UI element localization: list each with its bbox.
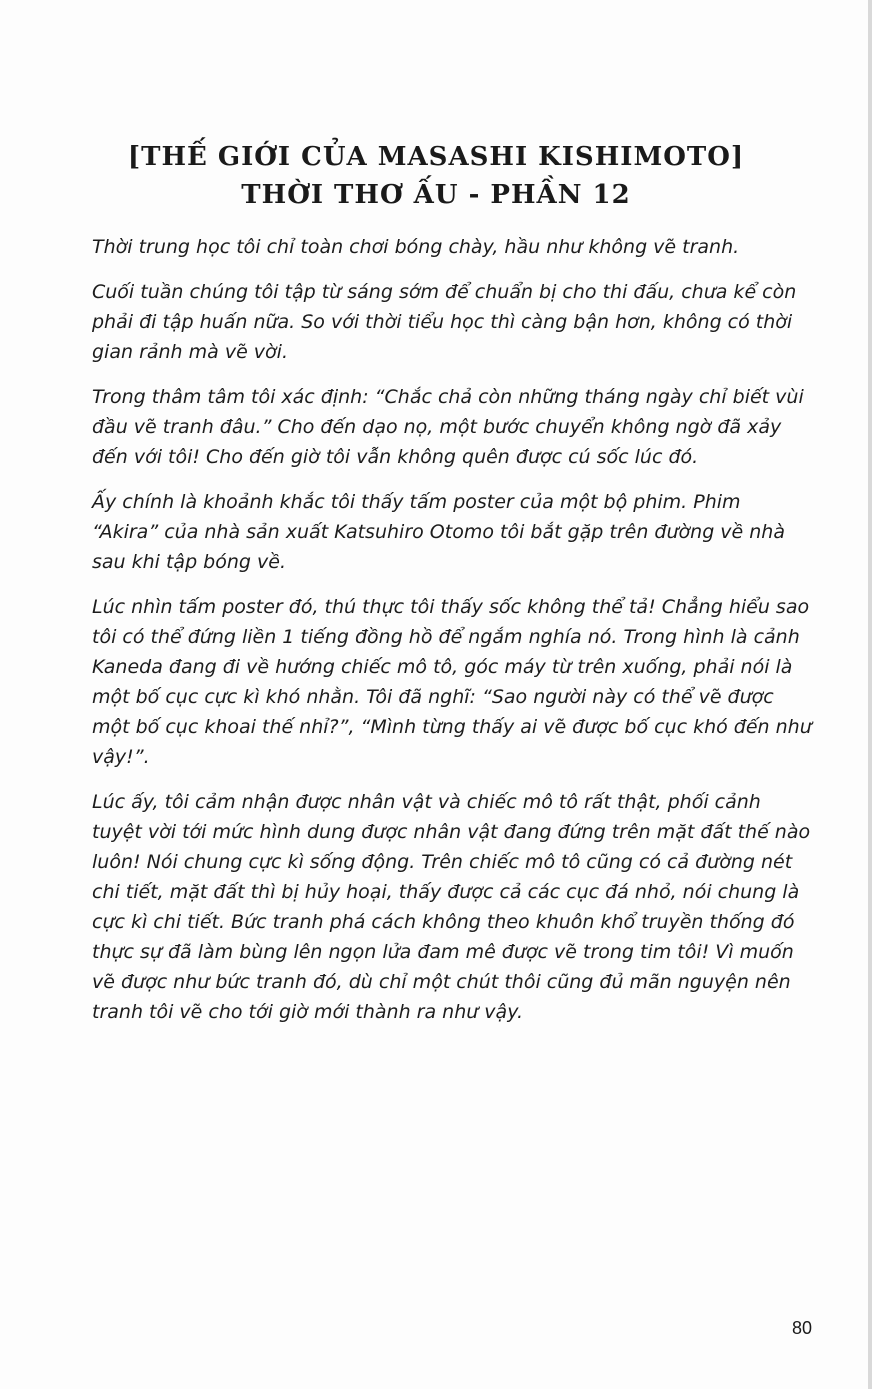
page-edge <box>868 0 872 1389</box>
paragraph-4: Ấy chính là khoảnh khắc tôi thấy tấm poster của một bộ phim. Phim “Akira” của nhà sản xuất Katsuhiro Otomo tôi bắt gặp trên đường về nhà sau khi tập bóng về. <box>92 491 785 573</box>
paragraph-3: Trong thâm tâm tôi xác định: “Chắc chả còn những tháng ngày chỉ biết vùi đầu vẽ tranh đâu.” Cho đến dạo nọ, một bước chuyển không ngờ đã xảy đến với tôi! Cho đến giờ tôi vẫn không quên được cú sốc lúc đó. <box>92 386 804 468</box>
paragraph-2: Cuối tuần chúng tôi tập từ sáng sớm để chuẩn bị cho thi đấu, chưa kể còn phải đi tập huấn nữa. So với thời tiểu học thì càng bận hơn, không có thời gian rảnh mà vẽ vời. <box>92 281 797 363</box>
article-body <box>92 232 812 1042</box>
paragraph-5: Lúc nhìn tấm poster đó, thú thực tôi thấy sốc không thể tả! Chẳng hiểu sao tôi có thể đứng liền 1 tiếng đồng hồ để ngắm nghía nó. Trong hình là cảnh Kaneda đang đi về hướng chiếc mô tô, góc máy từ trên xuống, phải nói là một bố cục cực kì khó nhằn. Tôi đã nghĩ: “Sao người này có thể vẽ được một bố cục khoai thế nhỉ?”, “Mình từng thấy ai vẽ được bố cục khó đến như vậy!”. <box>92 596 812 768</box>
page-title <box>60 138 812 214</box>
title-line-2: THỜI THƠ ẤU - PHẦN 12 <box>241 180 631 210</box>
title-line-1: [THẾ GIỚI CỦA MASASHI KISHIMOTO] <box>127 142 745 172</box>
paragraph-1: Thời trung học tôi chỉ toàn chơi bóng chày, hầu như không vẽ tranh. <box>92 236 740 258</box>
page-number: 80 <box>791 1318 812 1338</box>
paragraph-6: Lúc ấy, tôi cảm nhận được nhân vật và chiếc mô tô rất thật, phối cảnh tuyệt vời tới mức hình dung được nhân vật đang đứng trên mặt đất thế nào luôn! Nói chung cực kì sống động. Trên chiếc mô tô cũng có cả đường nét chi tiết, mặt đất thì bị hủy hoại, thấy được cả các cục đá nhỏ, nói chung là cực kì chi tiết. Bức tranh phá cách không theo khuôn khổ truyền thống đó thực sự đã làm bùng lên ngọn lửa đam mê được vẽ trong tim tôi! Vì muốn vẽ được như bức tranh đó, dù chỉ một chút thôi cũng đủ mãn nguyện nên tranh tôi vẽ cho tới giờ mới thành ra như vậy. <box>92 791 811 1023</box>
